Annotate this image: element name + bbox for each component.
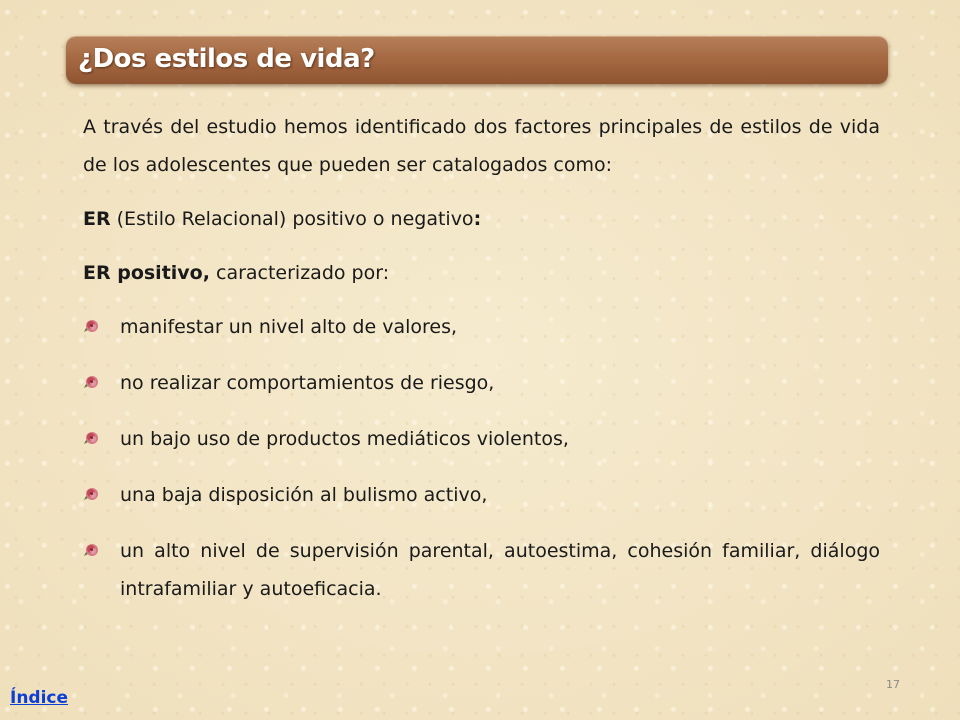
slide-content: [83, 108, 880, 626]
rose-flower-icon: [83, 319, 99, 335]
intro-paragraph: A través del estudio hemos identificado dos factores principales de estilos de vida de los adolescentes que pueden ser catalogados como:: [83, 116, 880, 176]
list-item-text: una baja disposición al bulismo activo,: [120, 484, 488, 506]
list-item-text: un bajo uso de productos mediáticos violentos,: [120, 428, 569, 450]
page-number: 17: [886, 678, 900, 691]
er-positive-description: caracterizado por:: [209, 262, 390, 284]
er-positive-heading: [83, 254, 880, 292]
er-colon: :: [473, 208, 482, 230]
rose-flower-icon: [83, 375, 99, 391]
rose-flower-icon: [83, 543, 99, 559]
list-item: [83, 308, 880, 346]
index-link[interactable]: Índice: [10, 688, 69, 708]
list-item-text: manifestar un nivel alto de valores,: [120, 316, 458, 338]
rose-flower-icon: [83, 431, 99, 447]
list-item: [83, 364, 880, 402]
rose-flower-icon: [83, 487, 99, 503]
slide-title: ¿Dos estilos de vida?: [78, 44, 375, 74]
er-term: ER: [83, 208, 111, 230]
list-item-text: un alto nivel de supervisión parental, autoestima, cohesión familiar, diálogo intrafamiliar y autoeficacia.: [120, 540, 880, 600]
er-positive-term: ER positivo,: [83, 262, 210, 284]
characteristics-list: [83, 308, 880, 608]
er-description: (Estilo Relacional) positivo o negativo: [110, 208, 474, 230]
list-item-text: no realizar comportamientos de riesgo,: [120, 372, 495, 394]
er-definition: [83, 200, 880, 238]
list-item: [83, 476, 880, 514]
list-item: [83, 532, 880, 608]
list-item: [83, 420, 880, 458]
